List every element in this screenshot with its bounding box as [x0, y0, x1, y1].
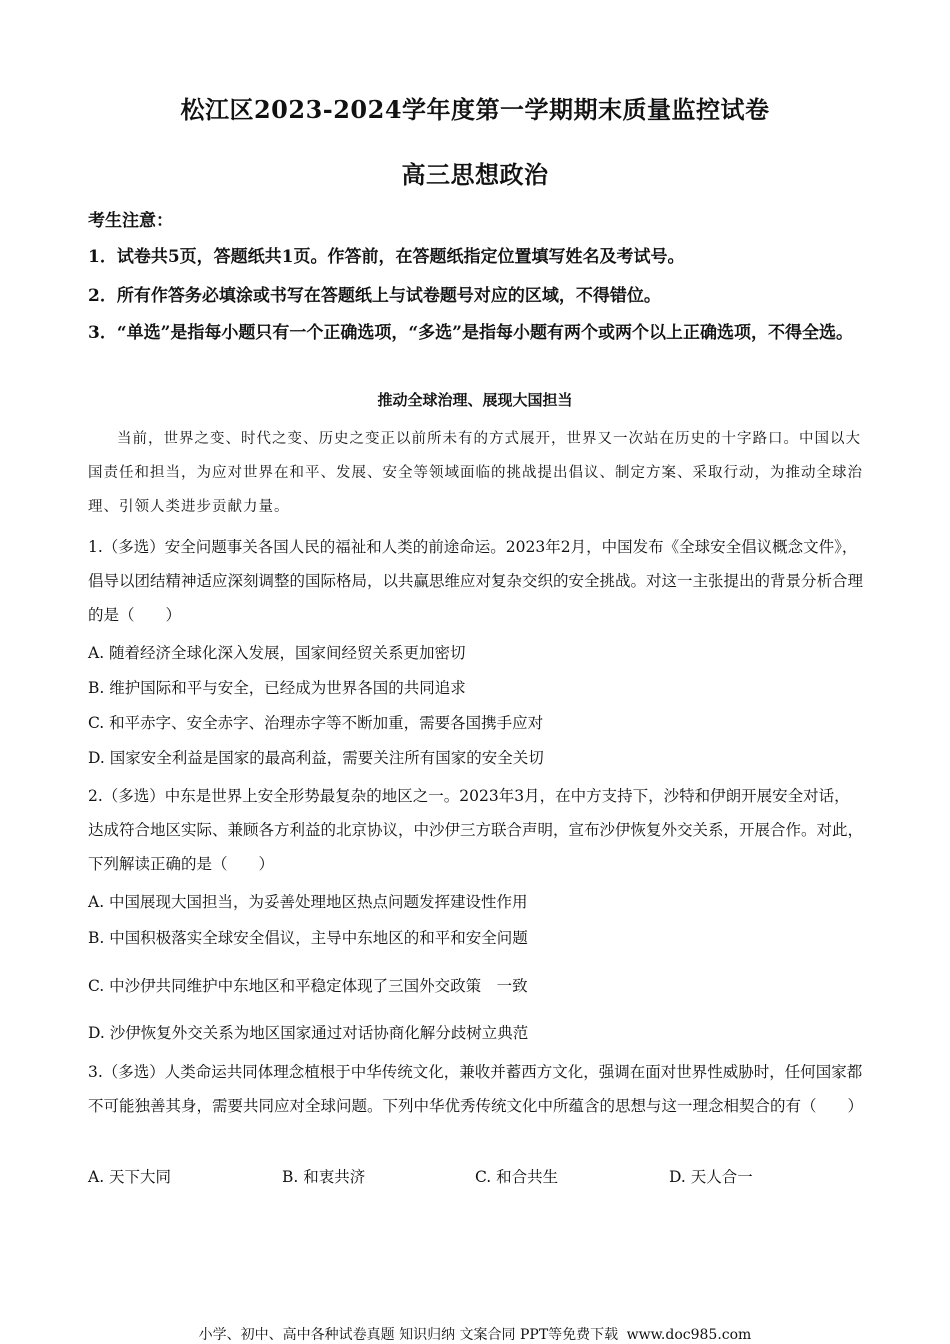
notice-item-1: 1．试卷共5页，答题纸共1页。作答前，在答题纸指定位置填写姓名及考试号。: [88, 247, 685, 267]
question-3-option-d: D. 天人合一: [669, 1168, 753, 1186]
question-3-option-c: C. 和合共生: [475, 1168, 559, 1186]
notice-item-2: 2．所有作答务必填涂或书写在答题纸上与试卷题号对应的区域，不得错位。: [88, 286, 661, 306]
question-1-option-a: A. 随着经济全球化深入发展，国家间经贸关系更加密切: [88, 644, 466, 662]
question-2-option-d: D. 沙伊恢复外交关系为地区国家通过对话协商化解分歧树立典范: [88, 1024, 529, 1042]
section-intro: 当前，世界之变、时代之变、历史之变正以前所未有的方式展开，世界又一次站在历史的十字路口。中国以大国责任和担当，为应对世界在和平、发展、安全等领域面临的挑战提出倡议、制定方案、采取行动，为推动全球治理、引领人类进步贡献力量。: [88, 431, 863, 515]
question-2-stem: 2.（多选）中东是世界上安全形势最复杂的地区之一。2023年3月，在中方支持下，沙特和伊朗开展安全对话，达成符合地区实际、兼顾各方利益的北京协议，中沙伊三方联合声明，宣布沙伊恢复外交关系，开展合作。对此，下列解读正确的是（ ）: [88, 787, 864, 873]
question-2-option-a: A. 中国展现大国担当，为妥善处理地区热点问题发挥建设性作用: [88, 893, 528, 911]
question-1-option-d: D. 国家安全利益是国家的最高利益，需要关注所有国家的安全关切: [88, 749, 544, 767]
notice-heading: 考生注意：: [88, 211, 173, 231]
question-3-option-b: B. 和衷共济: [282, 1168, 366, 1186]
question-2-option-c: C. 中沙伊共同维护中东地区和平稳定体现了三国外交政策 一致: [88, 977, 528, 995]
question-1-option-c: C. 和平赤字、安全赤字、治理赤字等不断加重，需要各国携手应对: [88, 714, 544, 732]
page-footer: [0, 1324, 950, 1344]
question-3-option-a: A. 天下大同: [88, 1168, 172, 1186]
question-2-option-b: B. 中国积极落实全球安全倡议，主导中东地区的和平和安全问题: [88, 929, 528, 947]
question-1-stem: 1.（多选）安全问题事关各国人民的福祉和人类的前途命运。2023年2月，中国发布《全球安全倡议概念文件》，倡导以团结精神适应深刻调整的国际格局，以共赢思维应对复杂交织的安全挑战。对这一主张提出的背景分析合理的是（ ）: [88, 538, 864, 624]
exam-title: 松江区2023-2024学年度第一学期期末质量监控试卷: [180, 95, 770, 124]
exam-subtitle: 高三思想政治: [401, 160, 549, 189]
notice-item-3: 3．“单选”是指每小题只有一个正确选项，“多选”是指每小题有两个或两个以上正确选项，不得全选。: [88, 323, 853, 343]
footer-promo-text: 小学、初中、高中各种试卷真题 知识归纳 文案合同 PPT等免费下载: [198, 1327, 619, 1343]
question-3-stem: 3.（多选）人类命运共同体理念植根于中华传统文化，兼收并蓄西方文化，强调在面对世界性威胁时，任何国家都不可能独善其身，需要共同应对全球问题。下列中华优秀传统文化中所蕴含的思想与这一理念相契合的有（ ）: [88, 1063, 864, 1115]
section-title: 推动全球治理、展现大国担当: [377, 391, 573, 409]
question-1-option-b: B. 维护国际和平与安全，已经成为世界各国的共同追求: [88, 679, 466, 697]
footer-website-link[interactable]: www.doc985.com: [626, 1327, 752, 1343]
